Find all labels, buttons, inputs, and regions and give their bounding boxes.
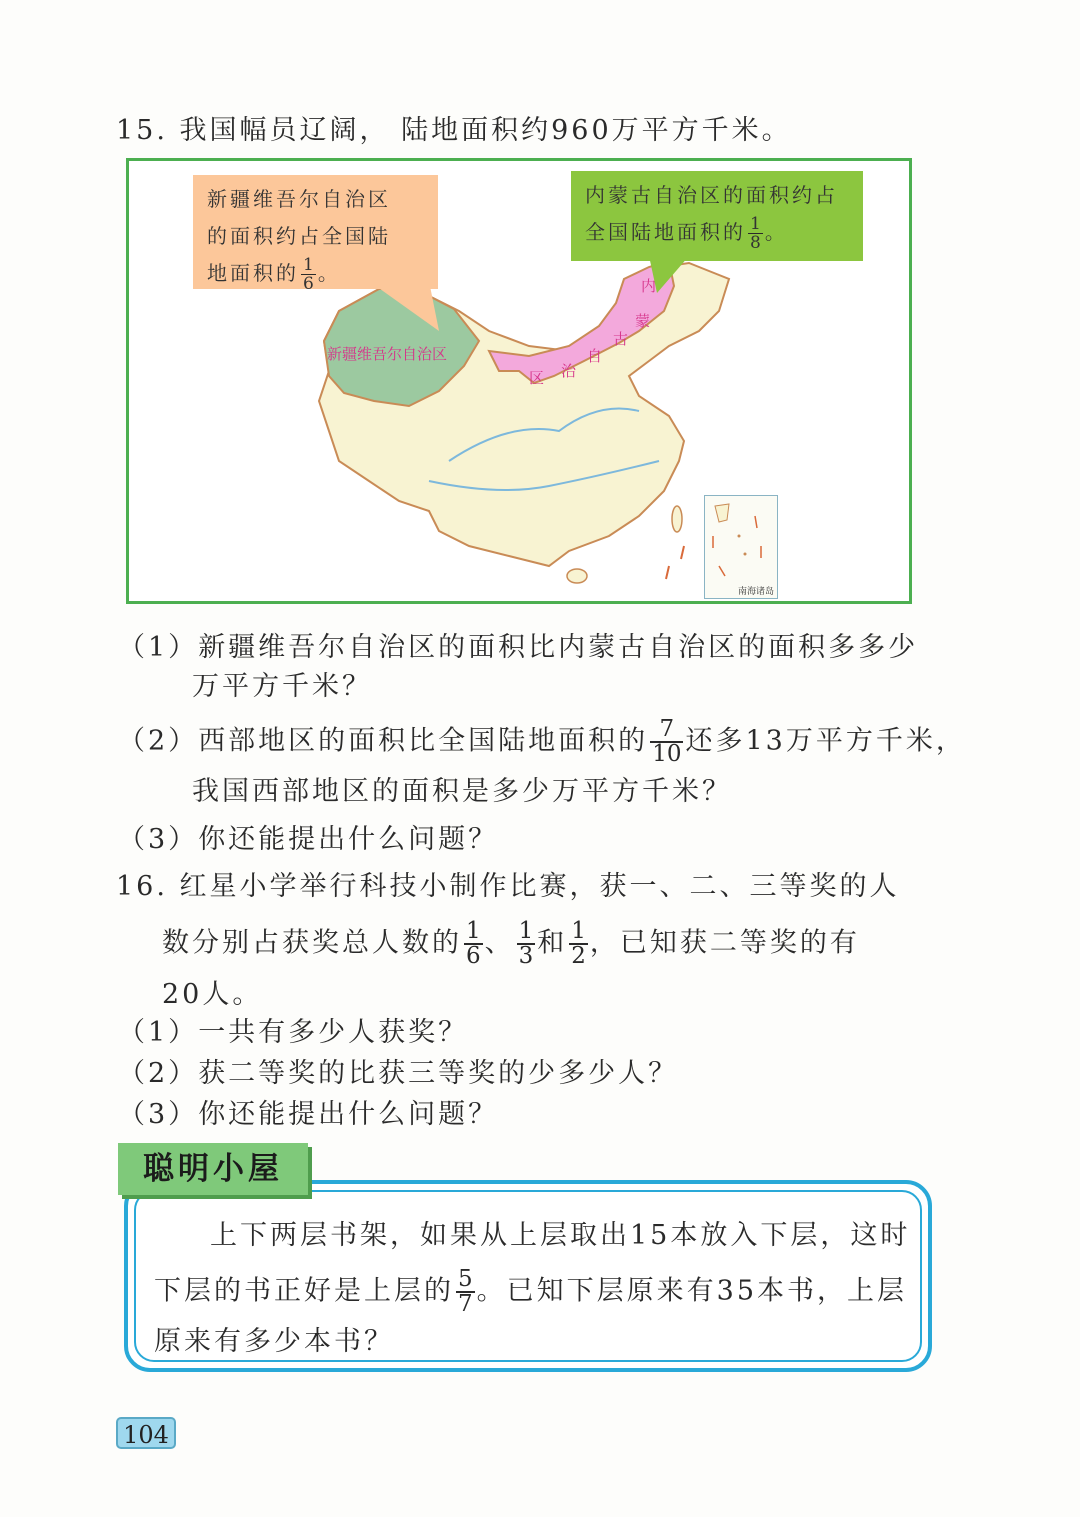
map-label-nm-char: 自 — [587, 347, 603, 365]
sub-label: （2） — [118, 1058, 199, 1089]
q16-line3: 20人。 — [162, 979, 263, 1010]
smart-cabin-title: 聪明小屋 — [118, 1143, 308, 1195]
fraction-numerator: 1 — [571, 918, 586, 944]
q16-line1: 16. 红星小学举行科技小制作比赛，获一、二、三等奖的人 — [116, 871, 900, 902]
fraction — [650, 718, 683, 766]
callout-xj-line1: 新疆维吾尔自治区 — [207, 187, 391, 211]
callout-nm-line2-suffix: 。 — [764, 220, 788, 244]
fraction-numerator: 7 — [650, 718, 683, 743]
fraction-denominator: 2 — [571, 943, 586, 969]
q15-sub1-line1 — [118, 628, 918, 668]
q16-text: 和 — [537, 927, 568, 959]
q16-text: ，已知获二等奖的有 — [589, 927, 860, 959]
fraction-denominator: 6 — [303, 274, 314, 294]
fraction — [748, 215, 763, 252]
fraction-numerator: 5 — [458, 1266, 473, 1292]
map-label-nm-char: 蒙 — [635, 312, 651, 330]
sub-label: （2） — [118, 725, 199, 757]
fraction-denominator: 7 — [458, 1291, 473, 1317]
sub-label: （1） — [118, 632, 199, 663]
sub-text: 新疆维吾尔自治区的面积比内蒙古自治区的面积多多少 — [198, 632, 919, 663]
q15-sub2-line1 — [118, 718, 966, 766]
fraction-numerator: 1 — [750, 214, 761, 234]
cm-line3: 原来有多少本书？ — [154, 1326, 394, 1357]
fraction — [569, 920, 588, 968]
q15-stem: 15. 我国幅员辽阔， 陆地面积约960万平方千米。 — [116, 115, 792, 146]
q15-sub3 — [118, 820, 498, 860]
hainan-island — [567, 569, 587, 583]
q15-sub2-line2: 我国西部地区的面积是多少万平方千米？ — [192, 776, 732, 807]
callout-xj-line3-prefix: 地面积的 — [207, 261, 299, 285]
island-dash — [666, 566, 669, 579]
callout-xj-line3-suffix: 。 — [317, 261, 341, 285]
sub-text: 一共有多少人获奖？ — [198, 1017, 469, 1048]
map-label-nm-char: 区 — [529, 369, 545, 387]
inset-map — [705, 496, 777, 586]
callout-nm-line2-prefix: 全国陆地面积的 — [585, 220, 746, 244]
sub-text: 还多13万平方千米， — [685, 725, 966, 757]
callout-nm-line1: 内蒙古自治区的面积约占 — [585, 183, 838, 207]
fraction-denominator: 8 — [750, 233, 761, 253]
fraction-denominator: 3 — [518, 943, 534, 969]
fraction — [464, 920, 483, 968]
taiwan-island — [672, 506, 682, 532]
q15-sub1-line2: 万平方千米？ — [192, 671, 372, 702]
south-china-sea-inset — [704, 495, 778, 599]
callout-xj-line2: 的面积约占全国陆 — [207, 224, 391, 248]
q16-sub2 — [118, 1054, 678, 1094]
sub-label: （3） — [118, 824, 199, 855]
map-figure — [126, 158, 912, 604]
sub-text: 你还能提出什么问题？ — [198, 1099, 499, 1130]
q16-sub1 — [118, 1013, 468, 1053]
map-label-nm-char: 内 — [641, 277, 657, 295]
fraction-numerator: 1 — [518, 918, 534, 944]
q16-sub3 — [118, 1095, 498, 1135]
page-number: 104 — [116, 1417, 176, 1449]
cm-line2 — [154, 1268, 907, 1316]
sub-text: 你还能提出什么问题？ — [198, 824, 499, 855]
sub-text: 西部地区的面积比全国陆地面积的 — [198, 725, 649, 757]
q16-line2 — [162, 920, 860, 968]
cm-text: 。已知下层原来有35本书，上层 — [476, 1275, 907, 1307]
callout-xj-line3 — [207, 255, 424, 293]
fraction — [301, 256, 316, 293]
fraction-denominator: 10 — [652, 741, 682, 767]
map-label-nm-char: 古 — [613, 330, 629, 348]
nanhai-label: 南海诸岛 — [737, 587, 774, 597]
sub-label: （3） — [118, 1099, 199, 1130]
fraction-numerator: 1 — [466, 918, 481, 944]
cm-text: 下层的书正好是上层的 — [154, 1275, 454, 1307]
map-label-xinjiang: 新疆维吾尔自治区 — [327, 345, 448, 363]
cm-line1: 上下两层书架，如果从上层取出15本放入下层，这时 — [210, 1220, 911, 1251]
fraction — [456, 1268, 475, 1316]
callout-xinjiang — [193, 175, 438, 294]
q16-text: 、 — [484, 927, 515, 959]
callout-neimenggu — [571, 171, 863, 261]
callout-nm-line2 — [585, 214, 849, 252]
sub-text: 获二等奖的比获三等奖的少多少人？ — [198, 1058, 679, 1089]
sub-label: （1） — [118, 1017, 199, 1048]
fraction-numerator: 1 — [303, 255, 314, 275]
fraction — [517, 920, 536, 968]
map-label-nm-char: 治 — [561, 362, 577, 380]
fraction-denominator: 6 — [466, 943, 481, 969]
island-dash — [681, 546, 684, 559]
q16-text: 数分别占获奖总人数的 — [162, 927, 462, 959]
